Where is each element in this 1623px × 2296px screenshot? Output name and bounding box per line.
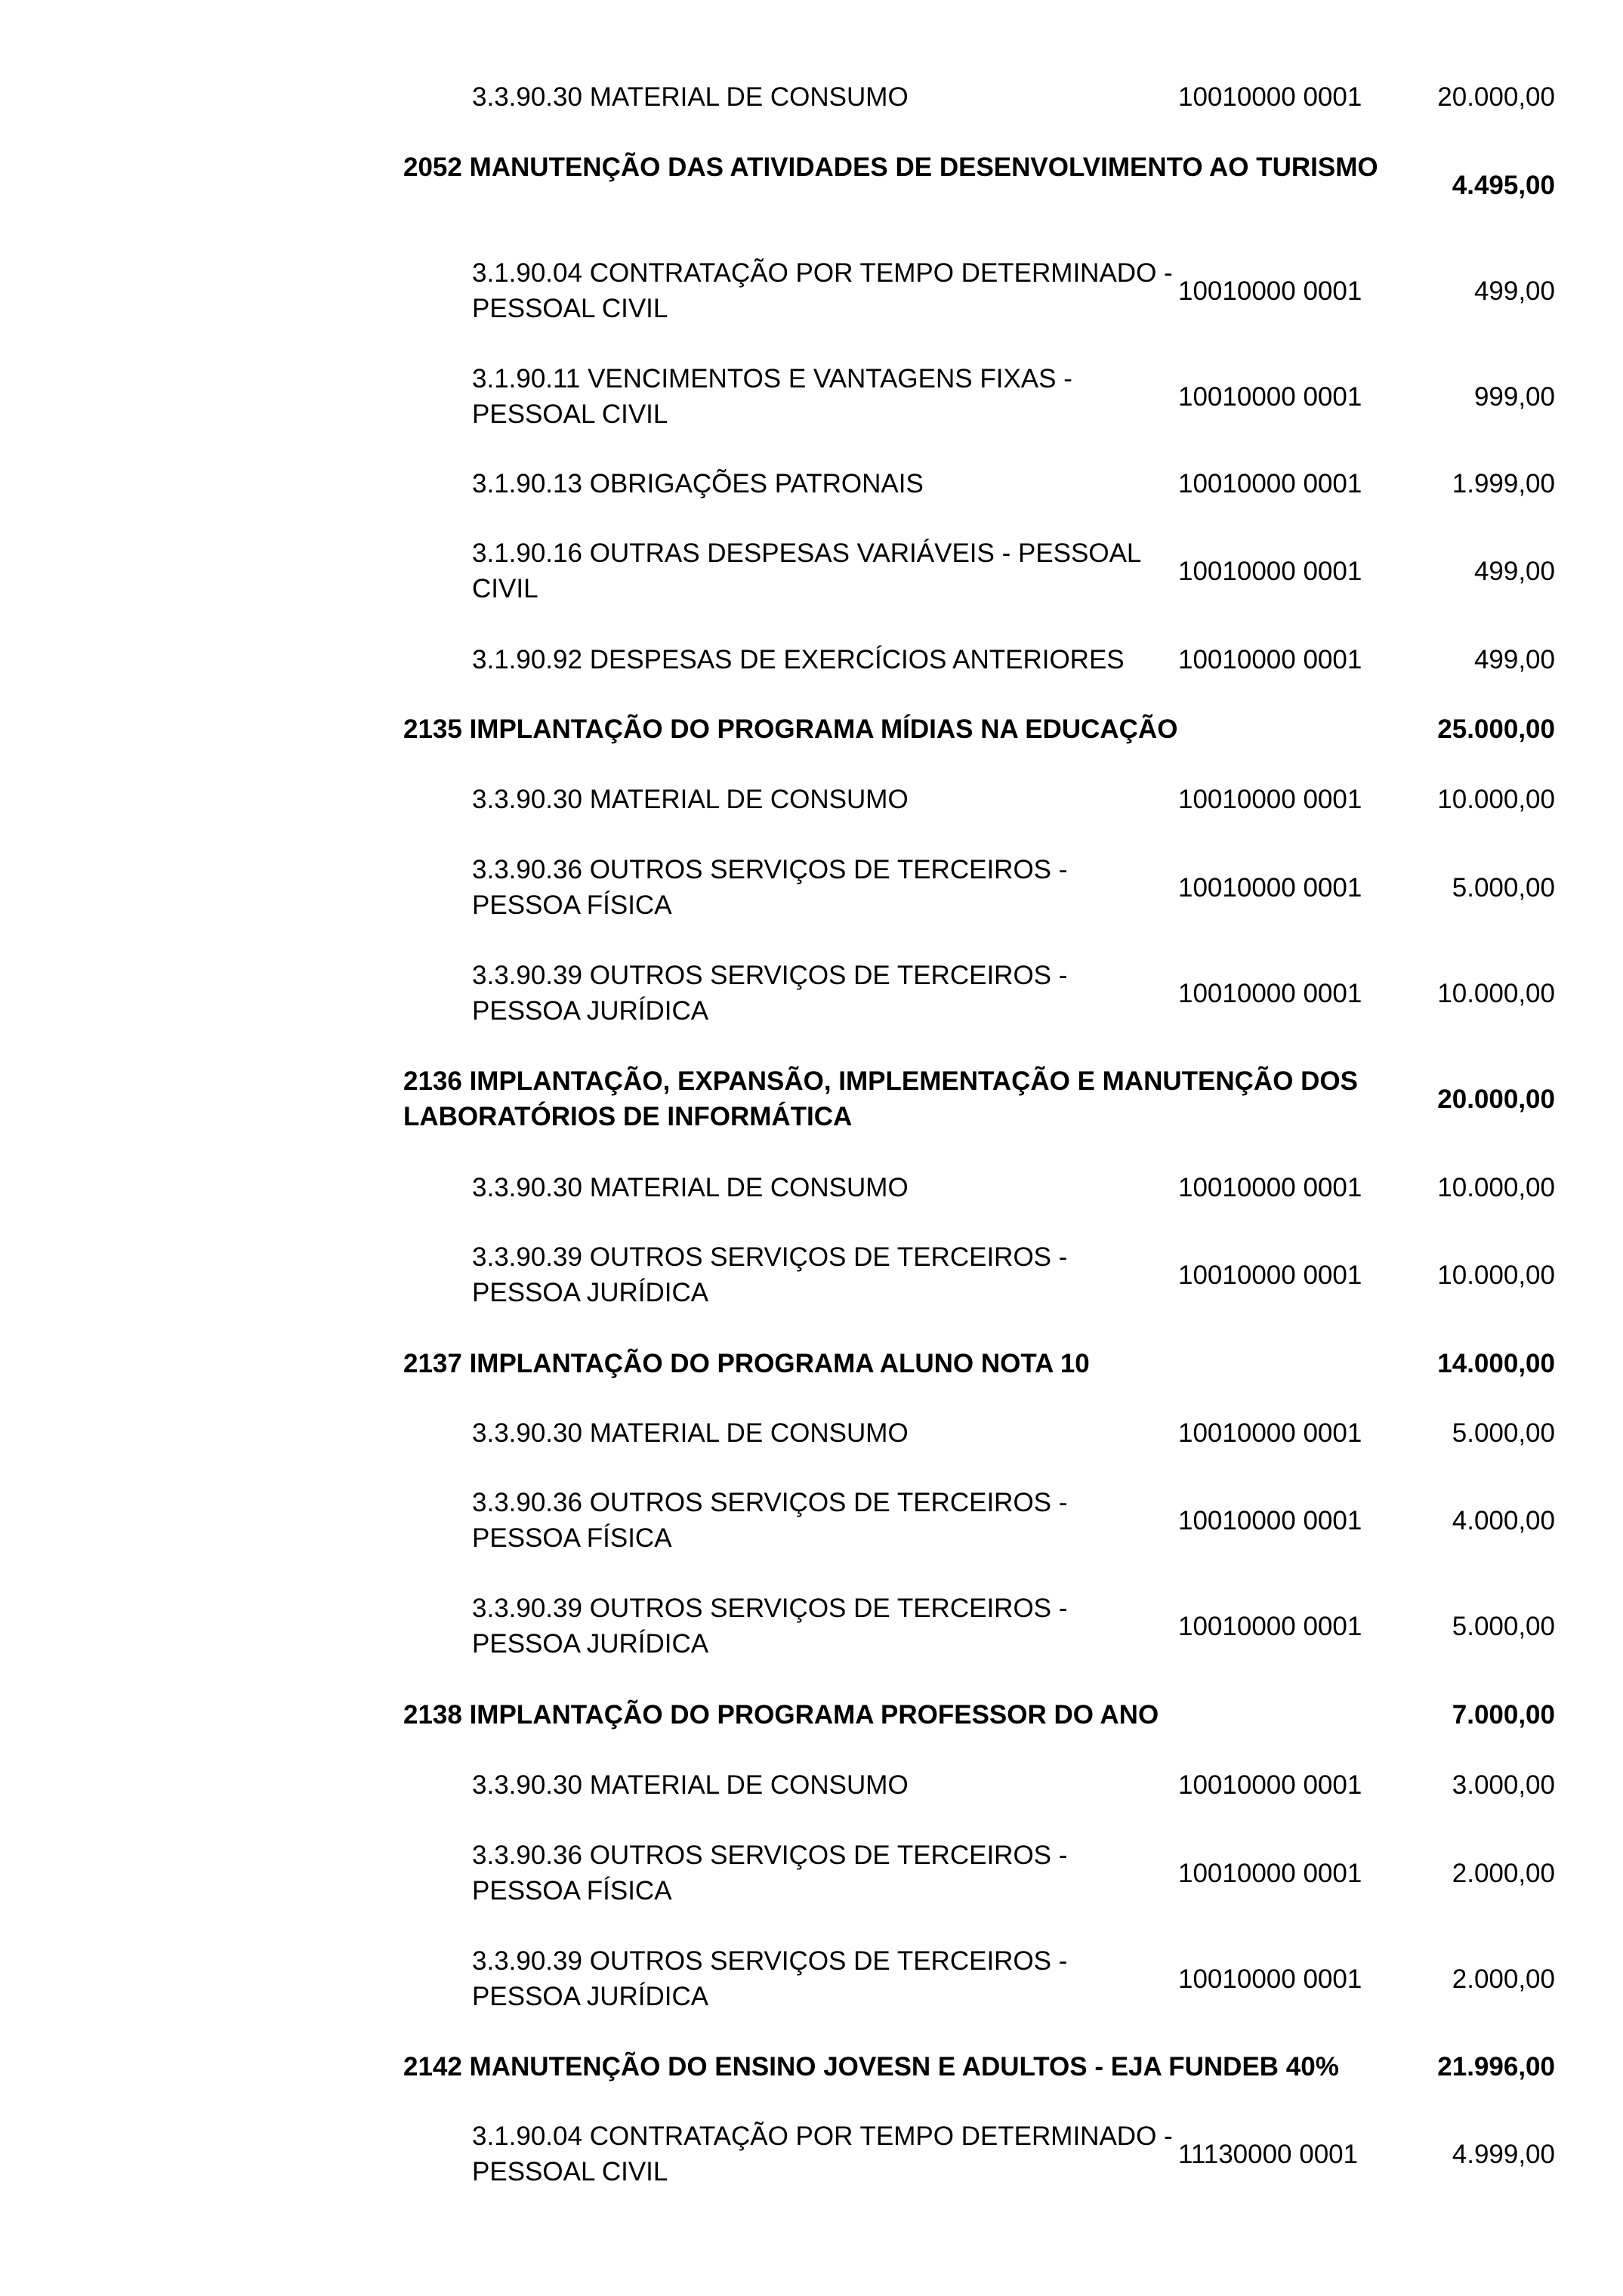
resource-code: 10010000 0001: [1178, 276, 1362, 306]
expense-value: 10.000,00: [1437, 784, 1555, 814]
expense-value: 5.000,00: [1452, 1611, 1555, 1641]
resource-code: 10010000 0001: [1178, 381, 1362, 412]
expense-item-row: [0, 958, 1623, 1029]
expense-description: 3.3.90.39 OUTROS SERVIÇOS DE TERCEIROS - PESSOA JURÍDICA: [472, 1594, 1068, 1659]
expense-item-row: [0, 2119, 1623, 2190]
action-total-value: 20.000,00: [1437, 1084, 1555, 1114]
expense-value: 5.000,00: [1452, 1418, 1555, 1448]
expense-description: 3.3.90.36 OUTROS SERVIÇOS DE TERCEIROS - PESSOA FÍSICA: [472, 855, 1068, 920]
expense-description: 3.3.90.30 MATERIAL DE CONSUMO: [472, 1172, 909, 1202]
expense-description: 3.1.90.16 OUTRAS DESPESAS VARIÁVEIS - PESSOAL CIVIL: [472, 539, 1141, 603]
expense-description: 3.3.90.39 OUTROS SERVIÇOS DE TERCEIROS - PESSOA JURÍDICA: [472, 1242, 1068, 1307]
expense-value: 2.000,00: [1452, 1964, 1555, 1994]
expense-item-row: [0, 535, 1623, 606]
expense-value: 4.000,00: [1452, 1505, 1555, 1535]
expense-description: 3.3.90.30 MATERIAL DE CONSUMO: [472, 1418, 909, 1448]
expense-item-row: [0, 79, 1623, 115]
resource-code: 10010000 0001: [1178, 556, 1362, 586]
expense-value: 2.000,00: [1452, 1858, 1555, 1888]
expense-description: 3.3.90.30 MATERIAL DE CONSUMO: [472, 1770, 909, 1800]
expense-value: 5.000,00: [1452, 872, 1555, 903]
expense-value: 999,00: [1473, 381, 1555, 412]
expense-description: 3.3.90.36 OUTROS SERVIÇOS DE TERCEIROS - PESSOA FÍSICA: [472, 1841, 1068, 1906]
action-total-value: 21.996,00: [1437, 2051, 1555, 2082]
action-heading-row: [0, 150, 1623, 221]
action-heading-row: [0, 1697, 1623, 1733]
expense-description: 3.3.90.30 MATERIAL DE CONSUMO: [472, 784, 909, 814]
action-title: 2138 IMPLANTAÇÃO DO PROGRAMA PROFESSOR DO ANO: [403, 1699, 1159, 1730]
expense-value: 20.000,00: [1437, 82, 1555, 112]
resource-code: 10010000 0001: [1178, 1172, 1362, 1202]
resource-code: 10010000 0001: [1178, 1770, 1362, 1800]
action-heading-row: [0, 1346, 1623, 1381]
expense-value: 10.000,00: [1437, 978, 1555, 1008]
resource-code: 10010000 0001: [1178, 1858, 1362, 1888]
action-total-value: 4.495,00: [1452, 170, 1555, 200]
action-title: 2135 IMPLANTAÇÃO DO PROGRAMA MÍDIAS NA EDUCAÇÃO: [403, 714, 1178, 744]
expense-value: 10.000,00: [1437, 1260, 1555, 1290]
expense-value: 499,00: [1473, 644, 1555, 674]
action-title: 2136 IMPLANTAÇÃO, EXPANSÃO, IMPLEMENTAÇÃO E MANUTENÇÃO DOS LABORATÓRIOS DE INFORMÁTICA: [403, 1066, 1358, 1131]
expense-item-row: [0, 852, 1623, 923]
expense-item-row: [0, 1943, 1623, 2014]
resource-code: 10010000 0001: [1178, 1964, 1362, 1994]
expense-item-row: [0, 466, 1623, 501]
expense-value: 499,00: [1473, 276, 1555, 306]
action-heading-row: [0, 2049, 1623, 2085]
expense-item-row: [0, 642, 1623, 677]
expense-description: 3.3.90.36 OUTROS SERVIÇOS DE TERCEIROS - PESSOA FÍSICA: [472, 1488, 1068, 1553]
expense-item-row: [0, 1485, 1623, 1556]
expense-value: 1.999,00: [1452, 468, 1555, 498]
expense-item-row: [0, 1239, 1623, 1310]
action-total-value: 25.000,00: [1437, 714, 1555, 744]
expense-item-row: [0, 255, 1623, 326]
resource-code: 10010000 0001: [1178, 1505, 1362, 1535]
action-heading-row: [0, 711, 1623, 747]
expense-item-row: [0, 1767, 1623, 1803]
resource-code: 10010000 0001: [1178, 978, 1362, 1008]
resource-code: 10010000 0001: [1178, 82, 1362, 112]
expense-description: 3.1.90.04 CONTRATAÇÃO POR TEMPO DETERMINADO - PESSOAL CIVIL: [472, 258, 1173, 323]
expense-value: 10.000,00: [1437, 1172, 1555, 1202]
expense-item-row: [0, 1838, 1623, 1909]
resource-code: 10010000 0001: [1178, 1260, 1362, 1290]
action-title: 2142 MANUTENÇÃO DO ENSINO JOVESN E ADULTOS - EJA FUNDEB 40%: [403, 2051, 1339, 2082]
expense-value: 4.999,00: [1452, 2139, 1555, 2169]
action-heading-row: [0, 1063, 1623, 1134]
action-title: 2052 MANUTENÇÃO DAS ATIVIDADES DE DESENVOLVIMENTO AO TURISMO: [403, 153, 1378, 182]
expense-description: 3.1.90.92 DESPESAS DE EXERCÍCIOS ANTERIORES: [472, 644, 1125, 674]
action-title: 2137 IMPLANTAÇÃO DO PROGRAMA ALUNO NOTA 10: [403, 1348, 1090, 1378]
resource-code: 10010000 0001: [1178, 468, 1362, 498]
expense-item-row: [0, 1591, 1623, 1662]
expense-item-row: [0, 361, 1623, 432]
action-total-value: 14.000,00: [1437, 1348, 1555, 1378]
expense-item-row: [0, 782, 1623, 817]
resource-code: 11130000 0001: [1178, 2139, 1359, 2169]
resource-code: 10010000 0001: [1178, 644, 1362, 674]
expense-description: 3.3.90.39 OUTROS SERVIÇOS DE TERCEIROS - PESSOA JURÍDICA: [472, 1946, 1068, 2011]
expense-description: 3.1.90.11 VENCIMENTOS E VANTAGENS FIXAS - PESSOAL CIVIL: [472, 364, 1072, 429]
expense-description: 3.1.90.04 CONTRATAÇÃO POR TEMPO DETERMINADO - PESSOAL CIVIL: [472, 2122, 1173, 2186]
expense-item-row: [0, 1170, 1623, 1205]
expense-description: 3.1.90.13 OBRIGAÇÕES PATRONAIS: [472, 468, 924, 498]
resource-code: 10010000 0001: [1178, 1611, 1362, 1641]
expense-item-row: [0, 1415, 1623, 1451]
expense-description: 3.3.90.39 OUTROS SERVIÇOS DE TERCEIROS - PESSOA JURÍDICA: [472, 961, 1068, 1026]
expense-value: 3.000,00: [1452, 1770, 1555, 1800]
action-total-value: 7.000,00: [1452, 1699, 1555, 1730]
resource-code: 10010000 0001: [1178, 784, 1362, 814]
expense-description: 3.3.90.30 MATERIAL DE CONSUMO: [472, 82, 909, 112]
resource-code: 10010000 0001: [1178, 1418, 1362, 1448]
resource-code: 10010000 0001: [1178, 872, 1362, 903]
expense-value: 499,00: [1473, 556, 1555, 586]
